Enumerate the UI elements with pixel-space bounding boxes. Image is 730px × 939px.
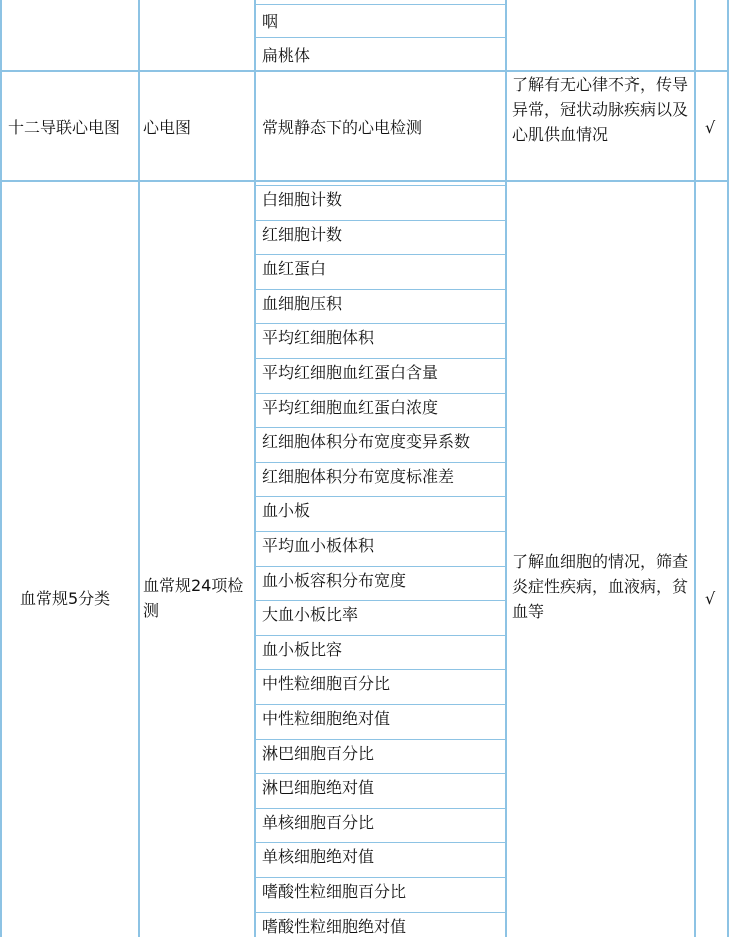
sub-row-line <box>256 427 505 428</box>
col-line <box>727 0 729 937</box>
blood-purpose: 了解血细胞的情况，筛查炎症性疾病，血液病，贫血等 <box>512 552 689 621</box>
blood-item: 血常规24项检测 <box>143 576 244 620</box>
sub-row-line <box>256 739 505 740</box>
detail-item: 血细胞压积 <box>262 293 343 313</box>
detail-item: 淋巴细胞绝对值 <box>262 778 375 798</box>
detail-item: 平均血小板体积 <box>262 536 375 555</box>
sub-row-line <box>256 358 505 359</box>
detail-item: 平均红细胞血红蛋白含量 <box>262 363 439 382</box>
ecg-purpose: 了解有无心律不齐，传导异常，冠状动脉疾病以及心肌供血情况 <box>512 75 689 144</box>
detail-item: 白细胞计数 <box>262 190 343 209</box>
detail-item: 红细胞体积分布宽度标准差 <box>262 466 455 486</box>
sub-row-line <box>256 254 505 255</box>
detail-item: 单核细胞绝对值 <box>262 847 375 867</box>
sub-row-line <box>256 773 505 774</box>
detail-item: 单核细胞百分比 <box>262 812 375 832</box>
sub-row-line <box>256 289 505 290</box>
col-line <box>505 0 507 937</box>
blood-check-mark: √ <box>705 589 716 608</box>
detail-item: 嗜酸性粒细胞绝对值 <box>262 916 407 936</box>
detail-item: 血小板 <box>262 501 311 521</box>
ecg-category: 十二导联心电图 <box>8 118 121 137</box>
sub-row-line <box>256 462 505 463</box>
sub-row-line <box>256 600 505 601</box>
ecg-check-mark: √ <box>705 118 716 137</box>
sub-row-line <box>256 566 505 567</box>
sub-row-line <box>256 393 505 394</box>
detail-item: 中性粒细胞绝对值 <box>262 709 391 728</box>
detail-item: 淋巴细胞百分比 <box>262 743 375 763</box>
sub-row-line <box>256 808 505 809</box>
sub-row-line <box>256 37 505 38</box>
detail-item: 血小板比容 <box>262 639 343 659</box>
detail-item: 平均红细胞体积 <box>262 328 375 348</box>
sub-row-line <box>256 185 505 186</box>
col-line <box>694 0 696 937</box>
sub-row-line <box>256 323 505 324</box>
detail-item: 嗜酸性粒细胞百分比 <box>262 882 407 901</box>
sub-row-line <box>256 220 505 221</box>
ecg-item: 心电图 <box>143 118 192 137</box>
sub-row-line <box>256 4 505 5</box>
sub-row-line <box>256 912 505 913</box>
col-line <box>254 0 256 937</box>
sub-row-line <box>256 877 505 878</box>
detail-item: 大血小板比率 <box>262 605 359 625</box>
row-line <box>0 180 729 182</box>
detail-item: 咽 <box>262 12 279 31</box>
sub-row-line <box>256 842 505 843</box>
sub-row-line <box>256 669 505 670</box>
sub-row-line <box>256 531 505 532</box>
detail-item: 平均红细胞血红蛋白浓度 <box>262 397 439 417</box>
detail-item: 中性粒细胞百分比 <box>262 674 391 694</box>
detail-item: 红细胞计数 <box>262 224 343 244</box>
sub-row-line <box>256 496 505 497</box>
detail-item: 红细胞体积分布宽度变异系数 <box>262 432 471 452</box>
col-line <box>0 0 2 937</box>
ecg-detail: 常规静态下的心电检测 <box>262 118 423 137</box>
blood-category: 血常规5分类 <box>20 589 111 608</box>
sub-row-line <box>256 635 505 636</box>
sub-row-line <box>256 704 505 705</box>
col-line <box>138 0 140 937</box>
detail-item: 血小板容积分布宽度 <box>262 570 407 590</box>
detail-item: 血红蛋白 <box>262 259 327 279</box>
detail-item: 扁桃体 <box>262 46 311 65</box>
